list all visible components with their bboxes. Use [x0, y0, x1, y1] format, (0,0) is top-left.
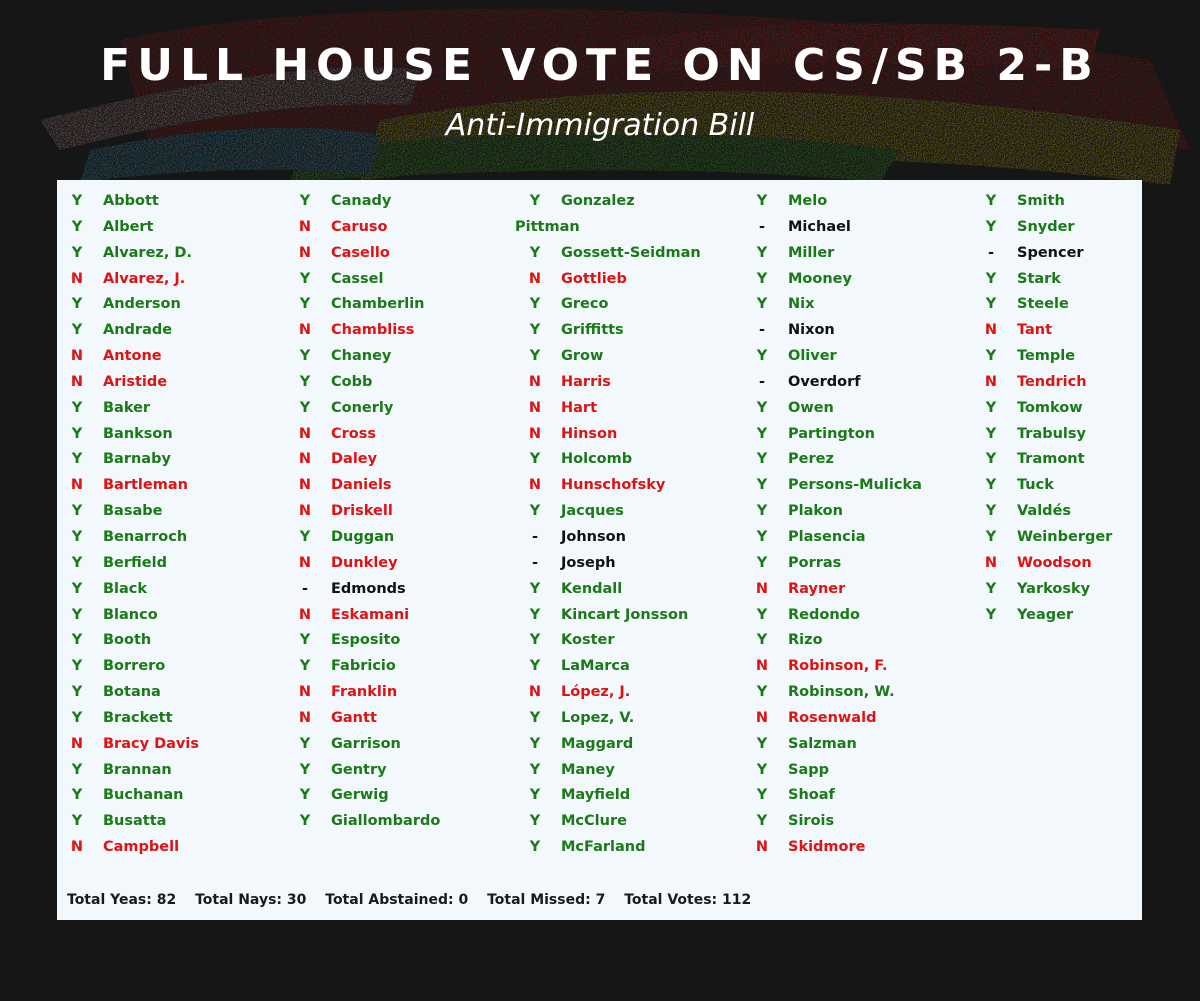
vote-mark: Y [71, 244, 83, 261]
vote-mark: - [301, 580, 309, 597]
page-title: FULL HOUSE VOTE ON CS/SB 2-B [100, 40, 1100, 91]
vote-mark: N [298, 477, 312, 494]
member-name: Yarkosky [1017, 580, 1091, 597]
member-name: Esposito [331, 632, 401, 649]
member-name: Trabulsy [1017, 425, 1086, 442]
vote-mark: N [298, 503, 312, 520]
member-name: Gentry [331, 761, 387, 778]
vote-mark: - [758, 322, 766, 339]
total-missed: Total Missed: 7 [487, 892, 606, 908]
vote-mark: Y [71, 761, 83, 778]
member-name: Miller [788, 244, 835, 261]
vote-mark: Y [756, 761, 768, 778]
vote-mark: Y [756, 477, 768, 494]
vote-mark: Y [756, 528, 768, 545]
vote-mark: Y [756, 348, 768, 365]
member-name: Stark [1017, 270, 1061, 287]
vote-mark: N [755, 709, 769, 726]
vote-mark: N [70, 373, 84, 390]
member-name: Michael [788, 218, 851, 235]
member-name: Alvarez, D. [103, 244, 192, 261]
member-name: Chambliss [331, 322, 415, 339]
vote-mark: Y [71, 218, 83, 235]
vote-mark: Y [299, 761, 311, 778]
member-name: Lopez, V. [561, 709, 635, 726]
vote-mark: - [987, 244, 995, 261]
member-name: Temple [1017, 348, 1076, 365]
member-name: Eskamani [331, 606, 410, 623]
member-name: McClure [561, 813, 627, 830]
vote-mark: Y [71, 451, 83, 468]
member-name: Basabe [103, 503, 163, 520]
vote-mark: Y [529, 348, 541, 365]
member-name: Grow [561, 348, 604, 365]
vote-mark: N [984, 554, 998, 571]
member-name: Rosenwald [788, 709, 877, 726]
vote-mark: Y [756, 684, 768, 701]
vote-panel [57, 180, 1142, 920]
vote-mark: N [70, 735, 84, 752]
member-name: Tant [1017, 322, 1053, 339]
member-name: Blanco [103, 606, 158, 623]
total-yeas: Total Yeas: 82 [67, 892, 177, 908]
vote-mark: Y [71, 658, 83, 675]
vote-mark: Y [71, 528, 83, 545]
vote-mark: Y [529, 322, 541, 339]
member-name: Valdés [1017, 503, 1072, 520]
member-name: Daniels [331, 477, 392, 494]
member-name: Caruso [331, 218, 388, 235]
vote-mark: Y [756, 813, 768, 830]
vote-mark: Y [71, 425, 83, 442]
member-name: López, J. [561, 684, 631, 701]
member-name: Kendall [561, 580, 623, 597]
member-name: Smith [1017, 193, 1065, 209]
vote-mark: N [528, 399, 542, 416]
vote-mark: Y [985, 425, 997, 442]
vote-mark: Y [299, 193, 311, 209]
vote-mark: Y [299, 658, 311, 675]
vote-mark: Y [756, 632, 768, 649]
vote-mark: Y [756, 554, 768, 571]
vote-mark: Y [71, 813, 83, 830]
member-name: Steele [1017, 296, 1069, 313]
vote-mark: N [528, 270, 542, 287]
member-name: Tomkow [1017, 399, 1083, 416]
vote-mark: N [298, 425, 312, 442]
member-name: Buchanan [103, 787, 184, 804]
vote-mark: Y [299, 787, 311, 804]
vote-mark: Y [529, 503, 541, 520]
member-name: Pittman [515, 218, 580, 235]
vote-mark: Y [985, 606, 997, 623]
member-name: Johnson [561, 528, 626, 545]
member-name: Melo [788, 193, 828, 209]
vote-mark: Y [756, 193, 768, 209]
member-name: Harris [561, 373, 611, 390]
vote-mark: Y [71, 632, 83, 649]
vote-mark: Y [71, 503, 83, 520]
member-name: Conerly [331, 399, 394, 416]
vote-mark: Y [985, 193, 997, 209]
vote-mark: Y [529, 839, 541, 856]
member-name: Franklin [331, 684, 398, 701]
member-name: Garrison [331, 735, 401, 752]
vote-mark: - [531, 554, 539, 571]
member-name: Kincart Jonsson [561, 606, 689, 623]
member-name: Booth [103, 632, 152, 649]
member-name: Owen [788, 399, 834, 416]
vote-mark: Y [529, 787, 541, 804]
vote-mark: Y [71, 296, 83, 313]
vote-mark: Y [529, 761, 541, 778]
vote-mark: Y [985, 477, 997, 494]
vote-mark: N [755, 658, 769, 675]
member-name: Berfield [103, 554, 167, 571]
member-name: Tramont [1017, 451, 1085, 468]
member-name: Woodson [1017, 554, 1092, 571]
vote-mark: Y [299, 528, 311, 545]
vote-totals [67, 892, 765, 908]
vote-mark: Y [71, 322, 83, 339]
member-name: Rayner [788, 580, 846, 597]
member-name: Aristide [103, 373, 168, 390]
member-name: Hart [561, 399, 598, 416]
vote-mark: Y [529, 451, 541, 468]
vote-mark: - [758, 373, 766, 390]
member-name: Busatta [103, 813, 167, 830]
member-name: Salzman [788, 735, 857, 752]
vote-mark: N [298, 244, 312, 261]
vote-mark: Y [985, 399, 997, 416]
member-name: Canady [331, 193, 392, 209]
vote-mark: N [528, 684, 542, 701]
vote-mark: Y [985, 218, 997, 235]
member-name: Fabricio [331, 658, 396, 675]
member-name: Bracy Davis [103, 735, 199, 752]
member-name: Weinberger [1017, 528, 1113, 545]
member-name: Nix [788, 296, 815, 313]
vote-mark: Y [71, 193, 83, 209]
member-name: Benarroch [103, 528, 188, 545]
vote-mark: N [70, 477, 84, 494]
member-name: Nixon [788, 322, 835, 339]
vote-mark: N [528, 425, 542, 442]
member-name: Daley [331, 451, 378, 468]
vote-mark: Y [299, 735, 311, 752]
vote-mark: Y [71, 580, 83, 597]
vote-mark: Y [529, 296, 541, 313]
vote-mark: Y [71, 709, 83, 726]
member-name: Tendrich [1017, 373, 1087, 390]
vote-mark: Y [71, 787, 83, 804]
vote-mark: Y [529, 658, 541, 675]
member-name: Brackett [103, 709, 173, 726]
total-votes: Total Votes: 112 [624, 892, 752, 908]
vote-mark: N [984, 322, 998, 339]
vote-mark: Y [529, 193, 541, 209]
member-name: McFarland [561, 839, 646, 856]
vote-mark: Y [529, 709, 541, 726]
vote-mark: Y [985, 580, 997, 597]
vote-mark: N [70, 839, 84, 856]
member-name: Overdorf [788, 373, 861, 390]
vote-mark: N [70, 270, 84, 287]
vote-mark: N [70, 348, 84, 365]
vote-mark: Y [756, 735, 768, 752]
member-name: Spencer [1017, 244, 1084, 261]
vote-mark: Y [985, 503, 997, 520]
member-name: Koster [561, 632, 615, 649]
member-name: LaMarca [561, 658, 630, 675]
total-nays: Total Nays: 30 [195, 892, 307, 908]
member-name: Campbell [103, 839, 180, 856]
total-abstained: Total Abstained: 0 [325, 892, 469, 908]
vote-mark: Y [299, 373, 311, 390]
member-name: Tuck [1017, 477, 1054, 494]
member-name: Redondo [788, 606, 861, 623]
member-name: Robinson, W. [788, 684, 895, 701]
member-name: Jacques [561, 503, 624, 520]
vote-mark: Y [756, 451, 768, 468]
member-name: Perez [788, 451, 834, 468]
vote-mark: N [984, 373, 998, 390]
member-name: Robinson, F. [788, 658, 888, 675]
member-name: Cross [331, 425, 377, 442]
member-name: Duggan [331, 528, 395, 545]
member-name: Oliver [788, 348, 837, 365]
member-name: Mooney [788, 270, 852, 287]
vote-mark: Y [299, 270, 311, 287]
member-name: Shoaf [788, 787, 835, 804]
page-subtitle: Anti-Immigration Bill [445, 108, 755, 143]
member-name: Plakon [788, 503, 843, 520]
member-name: Maney [561, 761, 615, 778]
vote-mark: Y [756, 425, 768, 442]
vote-mark: Y [529, 735, 541, 752]
member-name: Gantt [331, 709, 377, 726]
vote-mark: Y [756, 244, 768, 261]
member-name: Driskell [331, 503, 393, 520]
vote-mark: Y [985, 270, 997, 287]
member-name: Botana [103, 684, 161, 701]
vote-mark: Y [71, 606, 83, 623]
member-name: Holcomb [561, 451, 633, 468]
vote-mark: N [755, 580, 769, 597]
member-name: Hinson [561, 425, 618, 442]
member-name: Alvarez, J. [103, 270, 186, 287]
member-name: Casello [331, 244, 390, 261]
vote-mark: N [298, 218, 312, 235]
vote-mark: Y [299, 296, 311, 313]
vote-mark: Y [756, 503, 768, 520]
vote-mark: N [298, 709, 312, 726]
member-name: Gottlieb [561, 270, 627, 287]
member-name: Albert [103, 218, 154, 235]
member-name: Joseph [561, 554, 616, 571]
member-name: Maggard [561, 735, 634, 752]
member-name: Greco [561, 296, 609, 313]
member-name: Anderson [103, 296, 181, 313]
member-name: Antone [103, 348, 162, 365]
vote-mark: Y [985, 348, 997, 365]
vote-mark: N [298, 451, 312, 468]
member-name: Andrade [103, 322, 173, 339]
member-name: Black [103, 580, 148, 597]
member-name: Gossett-Seidman [561, 244, 701, 261]
member-name: Porras [788, 554, 842, 571]
member-name: Hunschofsky [561, 477, 666, 494]
member-name: Persons-Mulicka [788, 477, 922, 494]
vote-mark: N [528, 477, 542, 494]
vote-mark: N [298, 322, 312, 339]
member-name: Giallombardo [331, 813, 441, 830]
vote-mark: Y [756, 606, 768, 623]
member-name: Bartleman [103, 477, 188, 494]
vote-mark: Y [299, 348, 311, 365]
vote-mark: N [298, 606, 312, 623]
vote-mark: Y [71, 684, 83, 701]
member-name: Barnaby [103, 451, 171, 468]
vote-mark: Y [299, 632, 311, 649]
vote-mark: Y [71, 554, 83, 571]
vote-mark: Y [299, 813, 311, 830]
vote-mark: Y [529, 244, 541, 261]
member-name: Sirois [788, 813, 835, 830]
member-name: Skidmore [788, 839, 866, 856]
member-name: Griffitts [561, 322, 624, 339]
vote-mark: N [755, 839, 769, 856]
vote-mark: - [531, 528, 539, 545]
vote-mark: Y [299, 399, 311, 416]
vote-mark: Y [985, 528, 997, 545]
member-name: Cobb [331, 373, 373, 390]
member-name: Gerwig [331, 787, 389, 804]
member-name: Yeager [1017, 606, 1074, 623]
member-name: Chamberlin [331, 296, 425, 313]
member-name: Gonzalez [561, 193, 635, 209]
member-name: Plasencia [788, 528, 866, 545]
vote-mark: Y [756, 270, 768, 287]
vote-mark: Y [756, 399, 768, 416]
member-name: Edmonds [331, 580, 406, 597]
member-name: Brannan [103, 761, 172, 778]
member-name: Cassel [331, 270, 384, 287]
member-name: Mayfield [561, 787, 631, 804]
vote-mark: Y [529, 606, 541, 623]
vote-mark: - [758, 218, 766, 235]
member-name: Sapp [788, 761, 829, 778]
vote-mark: Y [71, 399, 83, 416]
member-name: Borrero [103, 658, 166, 675]
member-name: Chaney [331, 348, 392, 365]
member-name: Snyder [1017, 218, 1075, 235]
member-name: Abbott [103, 193, 159, 209]
member-name: Dunkley [331, 554, 398, 571]
vote-mark: Y [529, 632, 541, 649]
vote-mark: Y [985, 451, 997, 468]
member-name: Bankson [103, 425, 173, 442]
vote-mark: Y [529, 580, 541, 597]
vote-mark: N [298, 684, 312, 701]
vote-mark: Y [756, 787, 768, 804]
vote-mark: N [528, 373, 542, 390]
vote-mark: Y [985, 296, 997, 313]
member-name: Baker [103, 399, 151, 416]
vote-mark: Y [529, 813, 541, 830]
member-name: Rizo [788, 632, 823, 649]
vote-mark: N [298, 554, 312, 571]
vote-mark: Y [756, 296, 768, 313]
member-name: Partington [788, 425, 875, 442]
